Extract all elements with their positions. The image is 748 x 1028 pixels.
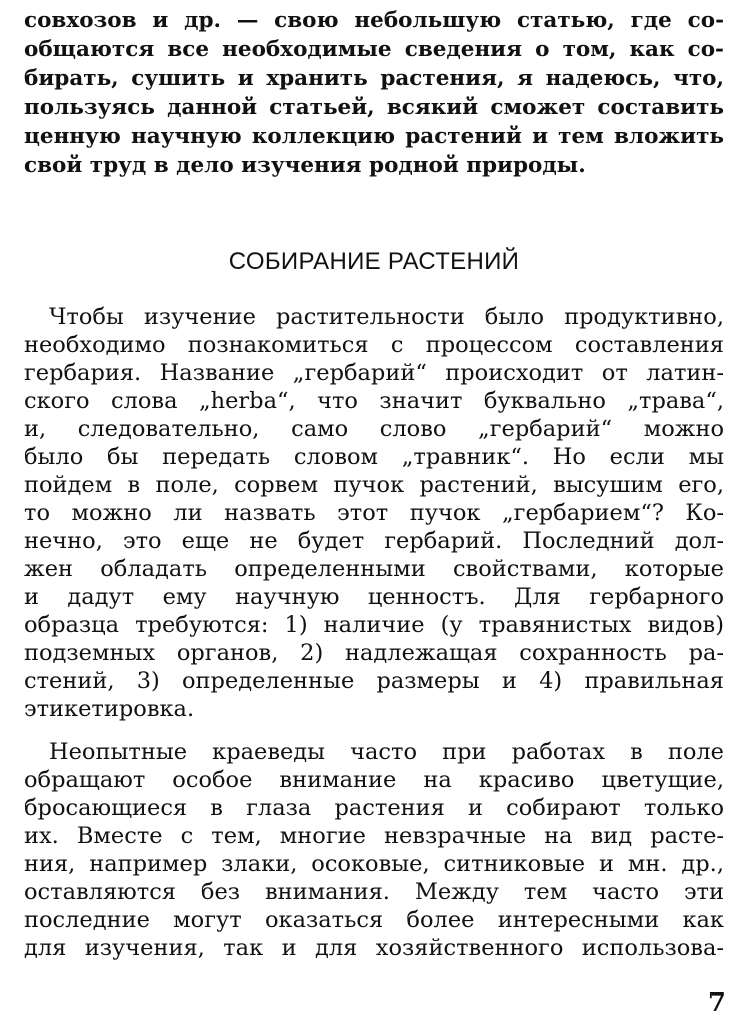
- text-line: необходимо познакомиться с процессом составления: [24, 332, 724, 358]
- text-line: этикетировка.: [24, 696, 195, 722]
- text-line: бросающиеся в глаза растения и собирают только: [24, 795, 724, 821]
- text-line: и дадут ему научную ценностъ. Для гербарного: [24, 584, 724, 610]
- text-line: гербария. Название „гербарий“ происходит от латин-: [24, 360, 724, 386]
- text-line: ценную научную коллекцию растений и тем вложить: [24, 124, 724, 149]
- text-line: то можно ли назвать этот пучок „гербарием“? Ко-: [24, 500, 724, 526]
- text-line: ского слова „herba“, что значит буквально „трава“,: [24, 388, 724, 414]
- paragraph-herbarium-definition: [24, 303, 724, 723]
- text-line: бирать, сушить и хранить растения, я надеюсь, что,: [24, 66, 724, 91]
- text-line: их. Вместе с тем, многие невзрачные на вид расте-: [24, 823, 724, 849]
- text-line: Неопытные краеведы часто при работах в поле: [49, 739, 724, 765]
- text-line: для изучения, так и для хозяйственного использова-: [24, 935, 724, 961]
- text-line: жен обладать определенными свойствами, которые: [24, 556, 724, 582]
- text-line: стений, 3) определенные размеры и 4) правильная: [24, 668, 724, 694]
- text-line: пойдем в поле, сорвем пучок растений, высушим его,: [24, 472, 724, 498]
- section-heading: СОБИРАНИЕ РАСТЕНИЙ: [228, 248, 520, 275]
- text-line: ния, например злаки, осоковые, ситниковые и мн. др.,: [24, 851, 724, 877]
- text-line: нечно, это еще не будет гербарий. Последний дол-: [24, 528, 724, 554]
- text-line: было бы передать словом „травник“. Но если мы: [24, 444, 724, 470]
- text-line: пользуясь данной статьей, всякий сможет составить: [24, 95, 724, 120]
- text-line: образца требуются: 1) наличие (у травянистых видов): [24, 612, 724, 638]
- text-line: и, следовательно, само слово „гербарий“ можно: [24, 416, 724, 442]
- text-line: совхозов и др. — свою небольшую статью, где со-: [24, 8, 724, 33]
- text-line: свой труд в дело изучения родной природы.: [24, 153, 586, 178]
- paragraph-inexperienced-collectors: [24, 738, 724, 962]
- intro-paragraph: [24, 6, 724, 180]
- text-line: общаются все необходимые сведения о том, как со-: [24, 37, 724, 62]
- text-line: обращают особое внимание на красиво цветущие,: [24, 767, 724, 793]
- page-number: 7: [707, 988, 726, 1018]
- text-line: подземных органов, 2) надлежащая сохранность ра-: [24, 640, 724, 666]
- text-line: Чтобы изучение растительности было продуктивно,: [49, 304, 724, 330]
- text-line: последние могут оказаться более интересными как: [24, 907, 724, 933]
- text-line: оставляются без внимания. Между тем часто эти: [24, 879, 724, 905]
